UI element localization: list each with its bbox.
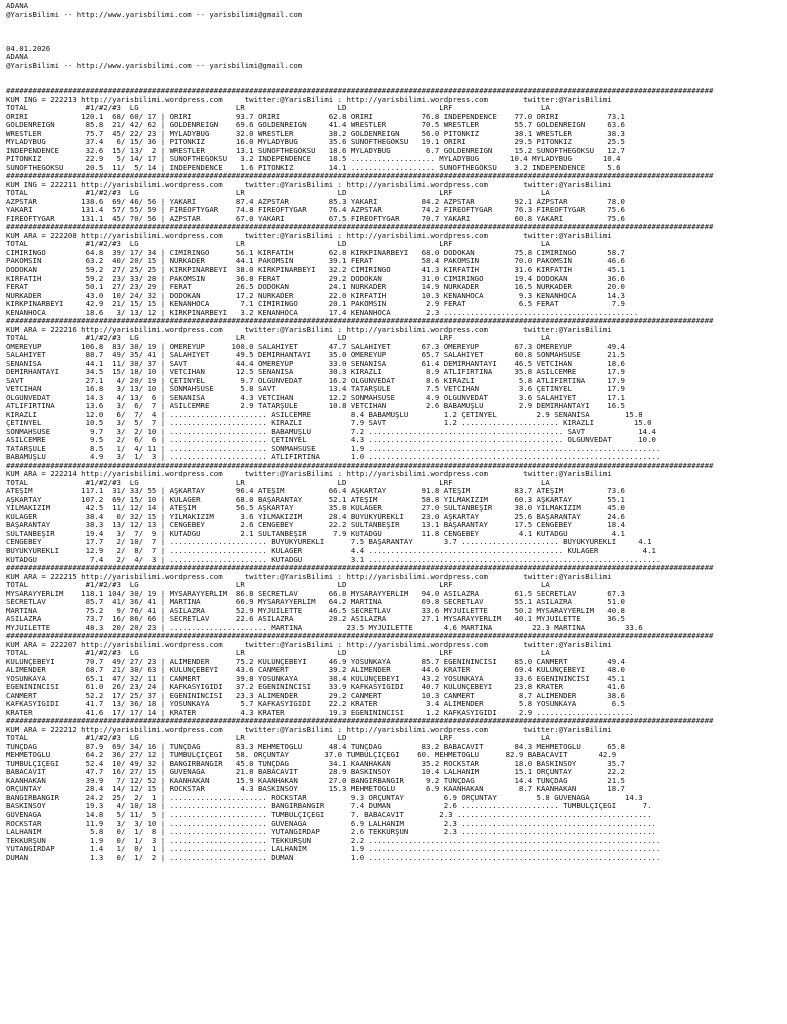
report-line: SALAHİYET 88.7 49/ 35/ 41 | SALAHİYET 49.5 DEMİRHANTAYI 35.0 ÖMEREYÜP 65.7 SALAHİYET 60.8 SONMAHSUSE 21.5 (6, 351, 625, 360)
blank-line (6, 28, 785, 37)
report-line: BANGIRBANGIR 24.2 25/ 2/ 1 | ...................... ROCKSTAR 9.3 ORÇUNTAY 6.9 ORÇUNTAY 5.8 GÜVENAĞA 14.3 (6, 793, 643, 802)
report-line: KUM ARA = 222208 http://yarisbilimi.wordpress.com twitter:@YarisBilimi : http://yarisbilimi.wordpress.com twitter:@YarisBilimi (6, 231, 612, 240)
report-line: @YarisBilimi -- http://www.yarisbilimi.com -- yarisbilimi@gmail.com (6, 10, 303, 19)
report-line: INDEPENDENCE 32.6 15/ 13/ 2 | WRESTLER 13.1 SUNOFTHEGÖKSU 18.6 MYLADYBUG 6.7 GOLDENREIGN 15.2 SUNOFTHEGÖKSU 12.7 (6, 146, 625, 155)
report-line: BABACAVİT 47.7 16/ 27/ 15 | GÜVENAĞA 21.8 BABACAVİT 28.9 BASKINSOY 10.4 LALHANIM 15.1 ORÇUNTAY 22.2 (6, 768, 625, 777)
report-line: KUM ARA = 222216 http://yarisbilimi.wordpress.com twitter:@YarisBilimi : http://yarisbilimi.wordpress.com twitter:@YarisBilimi (6, 325, 612, 334)
report-line: 04.01.2026 (6, 44, 51, 53)
report-line: @YarisBilimi -- http://www.yarisbilimi.com -- yarisbilimi@gmail.com (6, 61, 303, 70)
report-line: ORIRI 120.1 68/ 60/ 17 | ORIRI 93.7 ORIRI 62.8 ORIRI 76.8 INDEPENDENCE 77.0 ORIRI 73.1 (6, 112, 625, 121)
report-line: KÜLÜNÇEBEYİ 70.7 49/ 27/ 23 | ALİMENDER 75.2 KÜLÜNÇEBEYİ 46.9 YOSUNKAYA 85.7 EGENİNİNCİSİ 85.0 CANMERT 49.4 (6, 657, 625, 666)
report-line: KIRKPINARBEYİ 42.9 21/ 15/ 15 | KENANHOCA 7.1 CİMİRİNGO 20.1 PAKOMSIN 2.9 FERAT 6.5 FERAT 7.9 (6, 300, 625, 309)
report-line: TOTAL #1/#2/#3 LG LR LD LRF LA (6, 240, 550, 249)
report-line: SECRETLAV 85.7 41/ 36/ 41 | MARTİNA 66.9 MYSARAYYERLİM 64.2 MARTİNA 69.8 SECRETLAV 55.1 ASILAZRA 51.0 (6, 598, 625, 607)
separator-line: ################################################################################################################################################################ (6, 564, 714, 573)
report-line: ROCKSTAR 11.9 3/ 3/ 10 | ...................... GÜVENAĞA 6.9 LALHANIM 2.3 ............................................ (6, 819, 656, 828)
report-line: TEKKURŞUN 1.9 0/ 1/ 3 | ...................... TEKKURŞUN 2.2 .................................................................. (6, 836, 661, 845)
report-line: TATARŞULE 8.5 1/ 4/ 11 | ...................... SONMAHSUSE 1.9 .................................................................. (6, 444, 661, 453)
separator-line: ################################################################################################################################################################ (6, 717, 714, 726)
report-line: YILMAKIZIM 42.5 11/ 12/ 14 | ATEŞİM 56.5 AŞKARTAY 35.8 KULAGER 27.0 SULTANBEŞİR 38.0 YILMAKIZIM 45.0 (6, 504, 625, 513)
report-line: TOTAL #1/#2/#3 LG LR LD LRF LA (6, 189, 550, 198)
report-line: TOTAL #1/#2/#3 LG LR LD LRF LA (6, 734, 550, 743)
report-line: SONMAHSUSE 9.7 3/ 2/ 10 | ...................... BABAMUŞLU 7.2 ............................................ SAVT 14.4 (6, 427, 656, 436)
report-line: KUM ARA = 222207 http://yarisbilimi.wordpress.com twitter:@YarisBilimi : http://yarisbilimi.wordpress.com twitter:@YarisBilimi (6, 640, 612, 649)
report-line: TOTAL #1/#2/#3 LG LR LD LRF LA (6, 581, 550, 590)
report-line: KIRAZLI 12.0 6/ 7/ 4 | ...................... ASİLCEMRE 8.4 BABAMUŞLU 1.2 ÇETİNYEL 2.9 SENANİSA 15.8 (6, 410, 643, 419)
report-line: FERAT 50.1 27/ 23/ 29 | FERAT 26.5 DODOKAN 24.1 NURKADER 14.9 NURKADER 16.5 NURKADER 20.0 (6, 283, 625, 292)
report-line: CİMİRİNGO 64.8 39/ 17/ 34 | CİMİRİNGO 56.1 KIRFATİH 62.8 KIRKPINARBEYİ 68.0 DODOKAN 75.8 CİMİRİNGO 58.7 (6, 248, 625, 257)
blank-line (6, 79, 785, 88)
report-line: KAANHAKAN 39.9 7/ 12/ 52 | KAANHAKAN 15.9 KAANHAKAN 27.0 BANGIRBANGIR 9.2 TUNÇDAĞ 14.4 TUNÇDAĞ 21.5 (6, 776, 625, 785)
report-line: AZPSTAR 138.6 69/ 46/ 56 | YAKARİ 87.4 AZPSTAR 85.3 YAKARİ 84.2 AZPSTAR 92.1 AZPSTAR 78.0 (6, 197, 625, 206)
blank-line (6, 70, 785, 79)
report-line: ASİLCEMRE 9.5 2/ 6/ 6 | ...................... ÇETİNYEL 4.3 ............................................ OLGUNVEDAT 10.0 (6, 436, 656, 445)
report-line: TOTAL #1/#2/#3 LG LR LD LRF LA (6, 334, 550, 343)
blank-line (6, 19, 785, 28)
report-line: KRATER 41.6 17/ 17/ 14 | KRATER 4.3 KRATER 19.3 EGENİNİNCİSİ 1.2 KAFKASYIĞIDI 2.9 ...................... (6, 708, 634, 717)
report-line: TUNÇDAĞ 87.9 69/ 34/ 16 | TUNÇDAĞ 83.3 MEHMETOĞLU 48.4 TUNÇDAĞ 83.2 BABACAVİT 84.3 MEHMETOĞLU 65.8 (6, 742, 625, 751)
report-line: GÜVENAĞA 14.8 5/ 11/ 5 | ...................... TUMBULÇİÇEĞİ 7. BABACAVİT 2.3 ............................................ (6, 810, 652, 819)
report-line: EGENİNİNCİSİ 61.0 26/ 23/ 24 | KAFKASYIĞIDI 37.2 EGENİNİNCİSİ 33.9 KAFKASYIĞIDI 40.7 KÜLÜNÇEBEYİ 23.8 KRATER 41.6 (6, 683, 625, 692)
report-line: GOLDENREIGN 85.8 21/ 42/ 62 | GOLDENREIGN 69.6 GOLDENREIGN 41.4 WRESTLER 70.5 WRESTLER 55.7 GOLDENREIGN 63.6 (6, 121, 625, 130)
report-line: DUMAN 1.3 0/ 1/ 2 | ...................... DUMAN 1.0 .................................................................. (6, 853, 661, 862)
report-line: MARTİNA 75.2 9/ 76/ 41 | ASILAZRA 52.9 MYJUILETTE 46.5 SECRETLAV 33.6 MYJUILETTE 50.2 MYSARAYYERLİM 40.8 (6, 606, 625, 615)
report-line: BABAMUŞLU 4.9 3/ 1/ 3 | ...................... ATLIFIRTINA 1.0 .................................................................. (6, 453, 661, 462)
report-line: MYLADYBUG 37.4 6/ 15/ 36 | PITONKIZ 16.0 MYLADYBUG 35.6 SUNOFTHEGÖKSU 19.1 ORIRI 29.5 PITONKIZ 25.5 (6, 138, 625, 147)
report-line: VETCİHAN 16.8 3/ 13/ 10 | SONMAHSUSE 5.8 SAVT 13.4 TATARŞULE 7.5 VETCİHAN 3.6 ÇETİNYEL 17.9 (6, 385, 625, 394)
report-line: DEMİRHANTAYI 34.5 15/ 18/ 10 | VETCİHAN 12.5 SENANİSA 30.3 KIRAZLI 8.9 ATLIFIRTINA 35.8 ASİLCEMRE 17.9 (6, 368, 625, 377)
separator-line: ################################################################################################################################################################ (6, 87, 714, 96)
report-line: ADANA (6, 2, 29, 10)
report-line: FIREOFTYGAR 131.1 45/ 70/ 56 | AZPSTAR 67.0 YAKARİ 67.5 FIREOFTYGAR 70.7 YAKARİ 60.8 YAKARİ 75.6 (6, 214, 625, 223)
report-line: ORÇUNTAY 28.4 14/ 12/ 15 | ROCKSTAR 4.3 BASKINSOY 15.3 MEHMETOĞLU 6.9 KAANHAKAN 8.7 KAANHAKAN 18.7 (6, 785, 625, 794)
report-line: NURKADER 43.0 10/ 24/ 32 | DODOKAN 17.2 NURKADER 22.0 KIRFATİH 10.3 KENANHOCA 9.3 KENANHOCA 14.3 (6, 291, 625, 300)
report-line: KENANHOCA 18.6 3/ 13/ 12 | KIRKPINARBEYİ 3.2 KENANHOCA 17.4 KENANHOCA 2.3 ............................................ (6, 308, 639, 317)
report-line: WRESTLER 75.7 45/ 22/ 23 | MYLADYBUG 32.0 WRESTLER 38.2 GOLDENREIGN 56.0 PITONKIZ 38.1 WRESTLER 38.3 (6, 129, 625, 138)
report-line: ADANA (6, 53, 29, 62)
report-line: SULTANBEŞİR 19.4 3/ 7/ 9 | KUTADGU 2.1 SULTANBEŞİR 7.9 KUTADGU 11.8 CENGEBEY 4.1 KUTADGU 4.1 (6, 529, 625, 538)
report-line: YOSUNKAYA 65.1 47/ 32/ 11 | CANMERT 39.8 YOSUNKAYA 38.4 KÜLÜNÇEBEYİ 43.2 YOSUNKAYA 33.6 EGENİNİNCİSİ 45.1 (6, 674, 625, 683)
report-line: BAŞARANTAY 38.3 13/ 12/ 13 | CENGEBEY 2.6 CENGEBEY 22.2 SULTANBEŞİR 13.1 BAŞARANTAY 17.5 CENGEBEY 18.4 (6, 521, 625, 530)
report-line: ASILAZRA 73.7 16/ 86/ 66 | SECRETLAV 22.6 ASILAZRA 28.2 ASILAZRA 27.1 MYSARAYYERLİM 40.1 MYJUILETTE 36.5 (6, 615, 625, 624)
race-report-document (6, 2, 785, 862)
report-line: KUM ING = 222211 http://yarisbilimi.wordpress.com twitter:@YarisBilimi : http://yarisbilimi.wordpress.com twitter:@YarisBilimi (6, 180, 612, 189)
report-line: LALHANIM 5.8 0/ 1/ 8 | ...................... YUTANGIRDAP 2.6 TEKKURŞUN 2.3 ............................................ (6, 828, 656, 837)
blank-line (6, 36, 785, 45)
report-line: KIRFATİH 59.2 23/ 33/ 28 | PAKOMSIN 36.8 FERAT 29.2 DODOKAN 31.0 CİMİRİNGO 19.4 DODOKAN 36.6 (6, 274, 625, 283)
report-line: DODOKAN 59.2 27/ 25/ 25 | KIRKPINARBEYİ 38.0 KIRKPINARBEYİ 32.2 CİMİRİNGO 41.3 KIRFATİH 31.6 KIRFATİH 45.1 (6, 265, 625, 274)
report-line: MYSARAYYERLİM 118.1 104/ 30/ 19 | MYSARAYYERLİM 86.8 SECRETLAV 66.8 MYSARAYYERLİM 94.0 ASILAZRA 61.5 SECRETLAV 67.3 (6, 589, 625, 598)
report-line: BASKINSOY 19.3 4/ 10/ 18 | ...................... BANGIRBANGIR 7.4 DUMAN 2.6 ...................... TUMBULÇİÇEĞİ 7. (6, 802, 652, 811)
report-line: KUM ARA = 222212 http://yarisbilimi.wordpress.com twitter:@YarisBilimi : http://yarisbilimi.wordpress.com twitter:@YarisBilimi (6, 725, 612, 734)
report-line: KAFKASYIĞIDI 41.7 13/ 36/ 18 | YOSUNKAYA 5.7 KAFKASYIĞIDI 22.2 KRATER 3.4 ALİMENDER 5.8 YOSUNKAYA 6.5 (6, 700, 625, 709)
separator-line: ################################################################################################################################################################ (6, 172, 714, 181)
report-line: SAVT 27.1 4/ 20/ 19 | ÇETİNYEL 9.7 OLGUNVEDAT 16.2 OLGUNVEDAT 8.6 KIRAZLI 5.8 ATLIFIRTINA 17.9 (6, 376, 625, 385)
separator-line: ################################################################################################################################################################ (6, 223, 714, 232)
report-line: CANMERT 52.2 17/ 25/ 37 | EGENİNİNCİSİ 23.3 ALİMENDER 29.2 CANMERT 10.3 CANMERT 8.7 ALİMENDER 38.6 (6, 691, 625, 700)
report-line: PAKOMSIN 63.2 40/ 20/ 15 | NURKADER 44.1 PAKOMSIN 39.1 FERAT 58.4 PAKOMSIN 70.0 PAKOMSIN 46.6 (6, 257, 625, 266)
report-line: ATEŞİM 117.1 31/ 33/ 55 | AŞKARTAY 96.4 ATEŞİM 66.4 AŞKARTAY 91.8 ATEŞİM 83.7 ATEŞİM 73.6 (6, 487, 625, 496)
separator-line: ################################################################################################################################################################ (6, 317, 714, 326)
report-line: YUTANGIRDAP 1.4 1/ 0/ 1 | ...................... LALHANIM 1.9 .................................................................. (6, 845, 661, 854)
report-line: AŞKARTAY 107.2 69/ 15/ 10 | KULAGER 68.0 BAŞARANTAY 52.1 ATEŞİM 58.8 YILMAKIZIM 60.3 AŞKARTAY 55.1 (6, 495, 625, 504)
report-line: KUTADGU 7.4 2/ 4/ 3 | ...................... KUTADGU 3.1 .................................................................. (6, 555, 661, 564)
report-line: TUMBULÇİÇEĞİ 52.4 10/ 49/ 32 | BANGIRBANGIR 45.0 TUNÇDAĞ 34.1 KAANHAKAN 35.2 ROCKSTAR 18.0 BASKINSOY 35.7 (6, 759, 625, 768)
report-line: SUNOFTHEGÖKSU 20.5 11/ 5/ 14 | INDEPENDENCE 1.6 PITONKIZ 14.1 ................... SUNOFTHEGÖKSU 3.2 INDEPENDENCE 5.6 (6, 163, 621, 172)
report-line: PITONKIZ 22.9 5/ 14/ 17 | SUNOFTHEGÖKSU 3.2 INDEPENDENCE 18.5 ................... MYLADYBUG 10.4 MYLADYBUG 10.4 (6, 155, 621, 164)
separator-line: ################################################################################################################################################################ (6, 632, 714, 641)
report-line: KUM ING = 222213 http://yarisbilimi.wordpress.com twitter:@YarisBilimi : http://yarisbilimi.wordpress.com twitter:@YarisBilimi (6, 95, 612, 104)
report-line: BÜYÜKYÜREKLİ 12.9 2/ 8/ 7 | ...................... KULAGER 4.4 ............................................ KULAGER 4.1 (6, 547, 656, 555)
report-line: TOTAL #1/#2/#3 LG LR LD LRF LA (6, 649, 550, 658)
report-line: SENANİSA 44.1 11/ 30/ 37 | SAVT 44.4 ÖMEREYÜP 33.0 SENANİSA 61.4 DEMİRHANTAYI 46.5 VETCİHAN 18.6 (6, 359, 625, 368)
report-line: CENGEBEY 17.7 2/ 10/ 7 | ...................... BÜYÜKYÜREKLİ 7.5 BAŞARANTAY 3.7 ...................... BÜYÜKYÜREKLİ 4.1 (6, 538, 652, 547)
report-line: KUM ARA = 222215 http://yarisbilimi.wordpress.com twitter:@YarisBilimi : http://yarisbilimi.wordpress.com twitter:@YarisBilimi (6, 572, 612, 581)
report-line: ALİMENDER 68.7 21/ 30/ 63 | KÜLÜNÇEBEYİ 43.6 CANMERT 39.2 ALİMENDER 44.6 KRATER 69.4 KÜLÜNÇEBEYİ 48.0 (6, 666, 625, 675)
report-line: KUM ARA = 222214 http://yarisbilimi.wordpress.com twitter:@YarisBilimi : http://yarisbilimi.wordpress.com twitter:@YarisBilimi (6, 470, 612, 479)
report-line: TOTAL #1/#2/#3 LG LR LD LRF LA (6, 478, 550, 487)
report-line: KULAGER 38.4 0/ 32/ 15 | YILMAKIZIM 3.6 YILMAKIZIM 28.4 BÜYÜKYÜREKLİ 23.0 AŞKARTAY 25.6 BAŞARANTAY 24.6 (6, 512, 625, 521)
report-line: ÖMEREYÜP 106.8 83/ 30/ 19 | ÖMEREYÜP 100.0 SALAHİYET 47.7 SALAHİYET 67.3 ÖMEREYÜP 67.3 ÖMEREYÜP 49.4 (6, 342, 625, 351)
report-line: MYJUILETTE 48.3 20/ 20/ 23 | ...................... MARTİNA 23.5 MYJUILETTE 4.6 MARTİNA 22.3 MARTİNA 33.6 (6, 623, 643, 632)
report-line: OLGUNVEDAT 14.3 4/ 13/ 6 | SENANİSA 4.3 VETCİHAN 12.2 SONMAHSUSE 4.9 OLGUNVEDAT 3.6 SALAHİYET 17.1 (6, 393, 625, 402)
report-line: ÇETİNYEL 10.5 3/ 5/ 7 | ...................... KIRAZLI 7.9 SAVT 1.2 ...................... KIRAZLI 15.0 (6, 419, 652, 428)
report-line: ATLIFIRTINA 13.6 3/ 6/ 7 | ASİLCEMRE 2.9 TATARŞULE 10.8 VETCİHAN 2.6 BABAMUŞLU 2.9 DEMİRHANTAYI 16.5 (6, 402, 625, 411)
report-line: MEHMETOĞLU 64.2 36/ 27/ 12 | TUMBULÇİÇEĞİ 58. ORÇUNTAY 37.0 TUMBULÇİÇEĞİ 60. MEHMETOĞLU 82.9 BABACAVİT 42.9 (6, 751, 617, 760)
report-line: YAKARİ 131.4 57/ 55/ 59 | FIREOFTYGAR 74.8 FIREOFTYGAR 76.4 AZPSTAR 74.2 FIREOFTYGAR 76.3 FIREOFTYGAR 75.6 (6, 206, 625, 215)
report-line: TOTAL #1/#2/#3 LG LR LD LRF LA (6, 104, 550, 113)
separator-line: ################################################################################################################################################################ (6, 461, 714, 470)
